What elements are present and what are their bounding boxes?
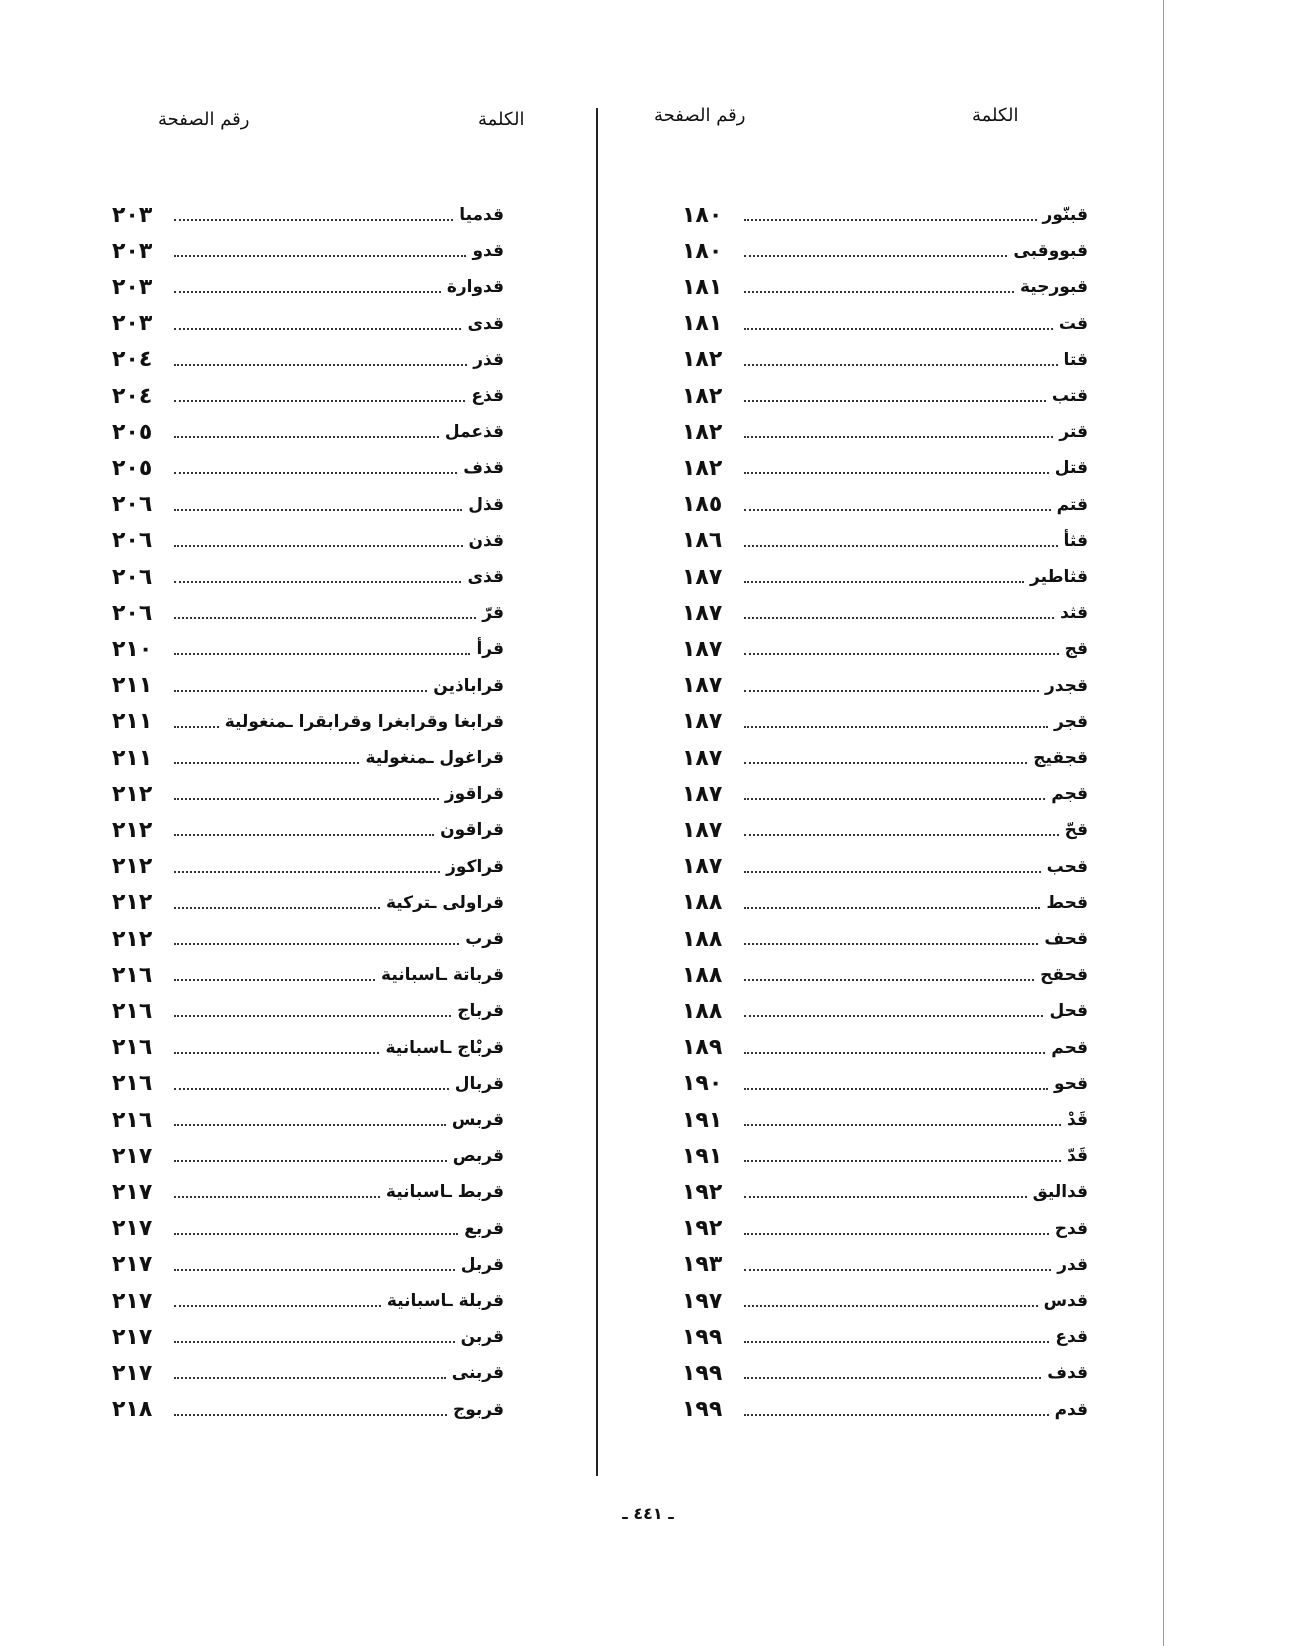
dot-leader: [744, 617, 1054, 619]
entry-page-number: ٢٠٣: [112, 311, 153, 337]
entry-page-number: ٢١٦: [112, 1071, 153, 1097]
dot-leader: [174, 581, 461, 583]
dot-leader: [174, 1052, 379, 1054]
entry-page-number: ٢١٦: [112, 998, 153, 1024]
index-entry: [112, 996, 504, 1026]
entry-page-number: ١٨٢: [682, 419, 723, 445]
entry-page-number: ١٨٩: [682, 1035, 723, 1061]
entry-word: قربنى: [451, 1363, 504, 1384]
entry-word: قراكوز: [446, 856, 504, 877]
index-entry: [112, 1214, 504, 1244]
entry-page-number: ١٨١: [682, 274, 723, 300]
dot-leader: [744, 1196, 1027, 1198]
dot-leader: [174, 762, 359, 764]
index-entry: [112, 1141, 504, 1171]
entry-page-number: ٢٠٣: [112, 274, 153, 300]
entry-page-number: ٢٠٣: [112, 202, 153, 228]
index-entry: [112, 888, 504, 918]
dot-leader: [744, 798, 1045, 800]
entry-page-number: ٢١١: [112, 709, 153, 735]
index-entry: [112, 562, 504, 592]
dot-leader: [744, 400, 1046, 402]
dot-leader: [744, 1269, 1051, 1271]
index-entry: [112, 1358, 504, 1388]
entry-word: قحقح: [1040, 965, 1088, 986]
entry-page-number: ١٨٨: [682, 890, 723, 916]
index-entry: [682, 236, 1088, 266]
dot-leader: [174, 291, 441, 293]
entry-page-number: ٢١٦: [112, 962, 153, 988]
entry-page-number: ١٨٧: [682, 709, 723, 735]
entry-word: قربْاج ـاسبانية: [385, 1037, 504, 1058]
index-entry: [682, 1250, 1088, 1280]
dot-leader: [174, 943, 459, 945]
entry-page-number: ٢١٨: [112, 1397, 153, 1423]
index-entry: [682, 743, 1088, 773]
entry-page-number: ١٨٠: [682, 238, 723, 264]
index-entry: [112, 381, 504, 411]
dot-leader: [174, 1088, 449, 1090]
index-entry: [112, 743, 504, 773]
dot-leader: [174, 545, 463, 547]
entry-page-number: ١٨٧: [682, 564, 723, 590]
entry-word: قرباج: [457, 1001, 504, 1022]
dot-leader: [174, 907, 380, 909]
dot-leader: [744, 1052, 1045, 1054]
entry-word: قتب: [1051, 386, 1088, 406]
dot-leader: [174, 726, 219, 728]
entry-word: قربط ـاسبانية: [385, 1182, 504, 1203]
entry-page-number: ١٨٢: [682, 383, 723, 409]
dot-leader: [174, 1377, 446, 1379]
index-entry: [682, 924, 1088, 954]
entry-word: قربع: [464, 1218, 504, 1239]
entry-page-number: ٢١٢: [112, 817, 153, 843]
entry-word: قبنّور: [1042, 205, 1088, 225]
entry-page-number: ١٨٦: [682, 528, 723, 554]
dot-leader: [174, 1196, 380, 1198]
entry-word: قتر: [1059, 422, 1088, 443]
index-entry: [682, 381, 1088, 411]
index-entry: [682, 562, 1088, 592]
index-entry: [112, 924, 504, 954]
entry-page-number: ١٨٧: [682, 600, 723, 626]
dot-leader: [174, 1124, 446, 1126]
dot-leader: [744, 255, 1007, 257]
entry-word: قذف: [463, 458, 504, 479]
entry-page-number: ٢١٢: [112, 890, 153, 916]
entry-word: قثاطير: [1030, 567, 1088, 587]
entry-page-number: ١٩٩: [682, 1397, 723, 1423]
entry-page-number: ١٩٢: [682, 1216, 723, 1242]
index-entry: [112, 1395, 504, 1425]
entry-word: قذعمل: [444, 422, 504, 443]
dot-leader: [174, 834, 434, 836]
entry-word: قدو: [472, 241, 504, 262]
entry-word: قراقوز: [444, 784, 504, 805]
entry-word: قداليق: [1032, 1182, 1088, 1203]
entry-word: قدر: [1057, 1254, 1088, 1275]
index-entry: [112, 1322, 504, 1352]
dot-leader: [174, 979, 375, 981]
right-page-header: رقم الصفحة: [654, 105, 746, 126]
index-entry: [682, 707, 1088, 737]
dot-leader: [744, 509, 1051, 511]
entry-page-number: ١٨٧: [682, 745, 723, 771]
entry-page-number: ٢١٦: [112, 1035, 153, 1061]
index-entry: [682, 815, 1088, 845]
dot-leader: [744, 291, 1014, 293]
dot-leader: [744, 1124, 1061, 1126]
index-entry: [682, 852, 1088, 882]
entry-word: قجدر: [1045, 675, 1088, 696]
dot-leader: [744, 1414, 1049, 1416]
entry-word: قراولى ـتركية: [385, 892, 504, 913]
dot-leader: [744, 762, 1027, 764]
entry-word: قرابغا وقرابغرا وقرابقرا ـمنغولية: [224, 711, 504, 732]
dot-leader: [744, 545, 1058, 547]
entry-page-number: ١٨٢: [682, 455, 723, 481]
index-entry: [112, 453, 504, 483]
dot-leader: [174, 400, 465, 402]
entry-word: قربوج: [453, 1399, 504, 1420]
entry-word: قربال: [454, 1073, 504, 1094]
entry-word: قذع: [471, 386, 504, 406]
entry-page-number: ١٨٢: [682, 347, 723, 373]
entry-page-number: ١٩٠: [682, 1071, 723, 1097]
entry-page-number: ٢١٢: [112, 926, 153, 952]
entry-word: قدوارة: [446, 277, 504, 298]
dot-leader: [744, 653, 1059, 655]
index-entry: [682, 345, 1088, 375]
dot-leader: [174, 1414, 447, 1416]
entry-word: قت: [1058, 313, 1088, 334]
entry-page-number: ١٩١: [682, 1107, 723, 1133]
entry-word: قثأ: [1063, 530, 1088, 551]
entry-word: قتم: [1056, 494, 1088, 515]
index-entry: [682, 1322, 1088, 1352]
entry-word: قربن: [460, 1327, 504, 1348]
index-entry: [682, 996, 1088, 1026]
entry-page-number: ١٩٧: [682, 1288, 723, 1314]
dot-leader: [174, 436, 439, 438]
entry-word: قجقيج: [1033, 748, 1088, 768]
index-entry: [682, 598, 1088, 628]
scan-edge-line: [1163, 0, 1164, 1646]
index-entry: [112, 1069, 504, 1099]
entry-word: قثد: [1060, 603, 1088, 624]
dot-leader: [174, 219, 453, 221]
dot-leader: [744, 943, 1038, 945]
entry-page-number: ١٩٩: [682, 1360, 723, 1386]
dot-leader: [744, 328, 1053, 330]
left-word-header: الكلمة: [478, 109, 525, 130]
dot-leader: [744, 907, 1040, 909]
entry-page-number: ٢١١: [112, 745, 153, 771]
dot-leader: [174, 871, 440, 873]
dot-leader: [744, 871, 1041, 873]
index-entry: [682, 1286, 1088, 1316]
entry-word: قحّ: [1064, 820, 1088, 841]
entry-word: قجر: [1054, 711, 1088, 732]
dot-leader: [744, 219, 1037, 221]
index-entry: [112, 1286, 504, 1316]
entry-page-number: ٢٠٦: [112, 600, 153, 626]
entry-page-number: ٢١٦: [112, 1107, 153, 1133]
entry-word: قحل: [1049, 1001, 1088, 1022]
entry-page-number: ١٩٩: [682, 1324, 723, 1350]
entry-page-number: ١٨٨: [682, 926, 723, 952]
index-entry: [112, 526, 504, 556]
index-entry: [112, 671, 504, 701]
entry-word: قدى: [467, 313, 504, 334]
index-entry: [682, 888, 1088, 918]
entry-word: قتل: [1054, 458, 1088, 479]
index-entry: [682, 1141, 1088, 1171]
entry-page-number: ٢١٧: [112, 1288, 153, 1314]
index-entry: [682, 309, 1088, 339]
dot-leader: [744, 1015, 1043, 1017]
entry-word: قربل: [460, 1254, 504, 1275]
dot-leader: [174, 690, 427, 692]
dot-leader: [744, 1160, 1061, 1162]
index-entry: [682, 1358, 1088, 1388]
dot-leader: [744, 979, 1034, 981]
index-entry: [682, 634, 1088, 664]
entry-word: قحف: [1044, 929, 1088, 949]
index-entry: [112, 490, 504, 520]
entry-word: قربلة ـاسبانية: [386, 1291, 504, 1311]
dot-leader: [744, 690, 1039, 692]
right-index-column: [682, 200, 1088, 1500]
index-entry: [682, 779, 1088, 809]
entry-page-number: ١٨٨: [682, 962, 723, 988]
dot-leader: [744, 1341, 1049, 1343]
dot-leader: [744, 436, 1053, 438]
dot-leader: [744, 364, 1058, 366]
entry-page-number: ٢٠٤: [112, 347, 153, 373]
index-entry: [112, 707, 504, 737]
dot-leader: [174, 653, 470, 655]
index-entry: [682, 1069, 1088, 1099]
right-word-header: الكلمة: [972, 105, 1019, 126]
index-entry: [112, 1105, 504, 1135]
entry-page-number: ١٨٧: [682, 854, 723, 880]
dot-leader: [174, 1269, 455, 1271]
dot-leader: [174, 1233, 458, 1235]
entry-word: قرّ: [482, 603, 504, 624]
entry-page-number: ٢٠٥: [112, 419, 153, 445]
entry-page-number: ١٩١: [682, 1143, 723, 1169]
index-entry: [112, 345, 504, 375]
dot-leader: [174, 509, 462, 511]
entry-word: قرأ: [476, 639, 504, 660]
entry-page-number: ٢١٢: [112, 854, 153, 880]
entry-page-number: ١٨٧: [682, 781, 723, 807]
entry-page-number: ١٩٢: [682, 1179, 723, 1205]
dot-leader: [174, 1160, 447, 1162]
dot-leader: [174, 1015, 451, 1017]
index-entry: [682, 1395, 1088, 1425]
entry-page-number: ١٨٧: [682, 673, 723, 699]
entry-word: قجم: [1051, 784, 1088, 805]
index-entry: [112, 779, 504, 809]
dot-leader: [744, 834, 1059, 836]
entry-word: قحط: [1046, 892, 1088, 913]
column-divider: [596, 108, 598, 1476]
entry-word: قدم: [1054, 1399, 1088, 1420]
entry-page-number: ٢١٧: [112, 1252, 153, 1278]
entry-page-number: ٢٠٤: [112, 383, 153, 409]
entry-word: قحم: [1051, 1037, 1088, 1058]
dot-leader: [744, 1305, 1038, 1307]
index-entry: [112, 309, 504, 339]
dot-leader: [174, 617, 476, 619]
entry-page-number: ٢١١: [112, 673, 153, 699]
index-entry: [112, 960, 504, 990]
dot-leader: [744, 581, 1024, 583]
entry-page-number: ٢٠٦: [112, 528, 153, 554]
index-entry: [112, 200, 504, 230]
entry-word: قبووقبى: [1013, 241, 1088, 262]
entry-page-number: ١٨٥: [682, 492, 723, 518]
entry-word: قدح: [1054, 1218, 1088, 1239]
index-entry: [682, 272, 1088, 302]
index-entry: [112, 1250, 504, 1280]
dot-leader: [744, 1377, 1041, 1379]
index-entry: [682, 1033, 1088, 1063]
index-entry: [112, 236, 504, 266]
entry-word: قذل: [468, 494, 504, 515]
entry-word: قدس: [1043, 1291, 1088, 1311]
dot-leader: [744, 1088, 1048, 1090]
index-entry: [682, 490, 1088, 520]
entry-word: قذن: [468, 530, 504, 551]
entry-page-number: ١٩٣: [682, 1252, 723, 1278]
entry-page-number: ١٨٨: [682, 998, 723, 1024]
page-number: ـ ٤٤١ ـ: [622, 1504, 674, 1523]
entry-word: قبورجية: [1019, 277, 1088, 298]
index-entry: [682, 1214, 1088, 1244]
left-index-column: [112, 200, 504, 1500]
dot-leader: [174, 1341, 455, 1343]
entry-page-number: ٢١٢: [112, 781, 153, 807]
dot-leader: [174, 472, 457, 474]
entry-word: قدميا: [459, 205, 504, 225]
index-entry: [682, 526, 1088, 556]
entry-word: قرب: [465, 929, 504, 949]
entry-word: قذر: [473, 349, 504, 370]
entry-page-number: ١٨١: [682, 311, 723, 337]
index-entry: [112, 1033, 504, 1063]
index-entry: [112, 417, 504, 447]
entry-word: قتا: [1063, 349, 1088, 370]
dot-leader: [174, 798, 439, 800]
dot-leader: [744, 472, 1049, 474]
entry-page-number: ٢٠٦: [112, 492, 153, 518]
entry-word: قدع: [1055, 1327, 1088, 1348]
dot-leader: [744, 726, 1048, 728]
entry-page-number: ٢١٧: [112, 1324, 153, 1350]
left-page-header: رقم الصفحة: [158, 109, 250, 130]
entry-word: قدف: [1047, 1363, 1088, 1384]
index-entry: [682, 1177, 1088, 1207]
entry-page-number: ٢٠٦: [112, 564, 153, 590]
index-entry: [112, 815, 504, 845]
index-entry: [112, 598, 504, 628]
index-entry: [112, 272, 504, 302]
entry-page-number: ٢٠٥: [112, 455, 153, 481]
index-entry: [112, 634, 504, 664]
entry-page-number: ٢١٧: [112, 1360, 153, 1386]
entry-page-number: ١٨٧: [682, 817, 723, 843]
entry-page-number: ٢١٧: [112, 1216, 153, 1242]
entry-page-number: ١٨٧: [682, 636, 723, 662]
entry-word: قراقون: [440, 820, 504, 841]
index-entry: [682, 960, 1088, 990]
entry-word: قحب: [1046, 856, 1088, 877]
dot-leader: [174, 328, 461, 330]
entry-page-number: ٢١٠: [112, 636, 153, 662]
entry-word: قراباذين: [433, 675, 504, 696]
entry-word: قراغول ـمنغولية: [365, 748, 504, 768]
entry-word: قحو: [1053, 1073, 1088, 1094]
dot-leader: [174, 1305, 381, 1307]
dot-leader: [174, 255, 466, 257]
entry-word: قَدْ: [1067, 1110, 1088, 1130]
index-entry: [112, 852, 504, 882]
dot-leader: [174, 364, 467, 366]
entry-page-number: ٢٠٣: [112, 238, 153, 264]
dot-leader: [744, 1233, 1049, 1235]
entry-page-number: ٢١٧: [112, 1143, 153, 1169]
entry-word: قرباتة ـاسبانية: [381, 965, 504, 986]
entry-word: قج: [1064, 639, 1088, 660]
entry-word: قذى: [467, 567, 504, 587]
index-entry: [682, 1105, 1088, 1135]
entry-word: قربص: [452, 1146, 504, 1167]
entry-page-number: ٢١٧: [112, 1179, 153, 1205]
index-entry: [682, 200, 1088, 230]
index-entry: [682, 453, 1088, 483]
entry-page-number: ١٨٠: [682, 202, 723, 228]
entry-word: قَدّ: [1067, 1146, 1088, 1167]
index-entry: [682, 671, 1088, 701]
index-entry: [682, 417, 1088, 447]
entry-word: قربس: [451, 1110, 504, 1130]
index-entry: [112, 1177, 504, 1207]
